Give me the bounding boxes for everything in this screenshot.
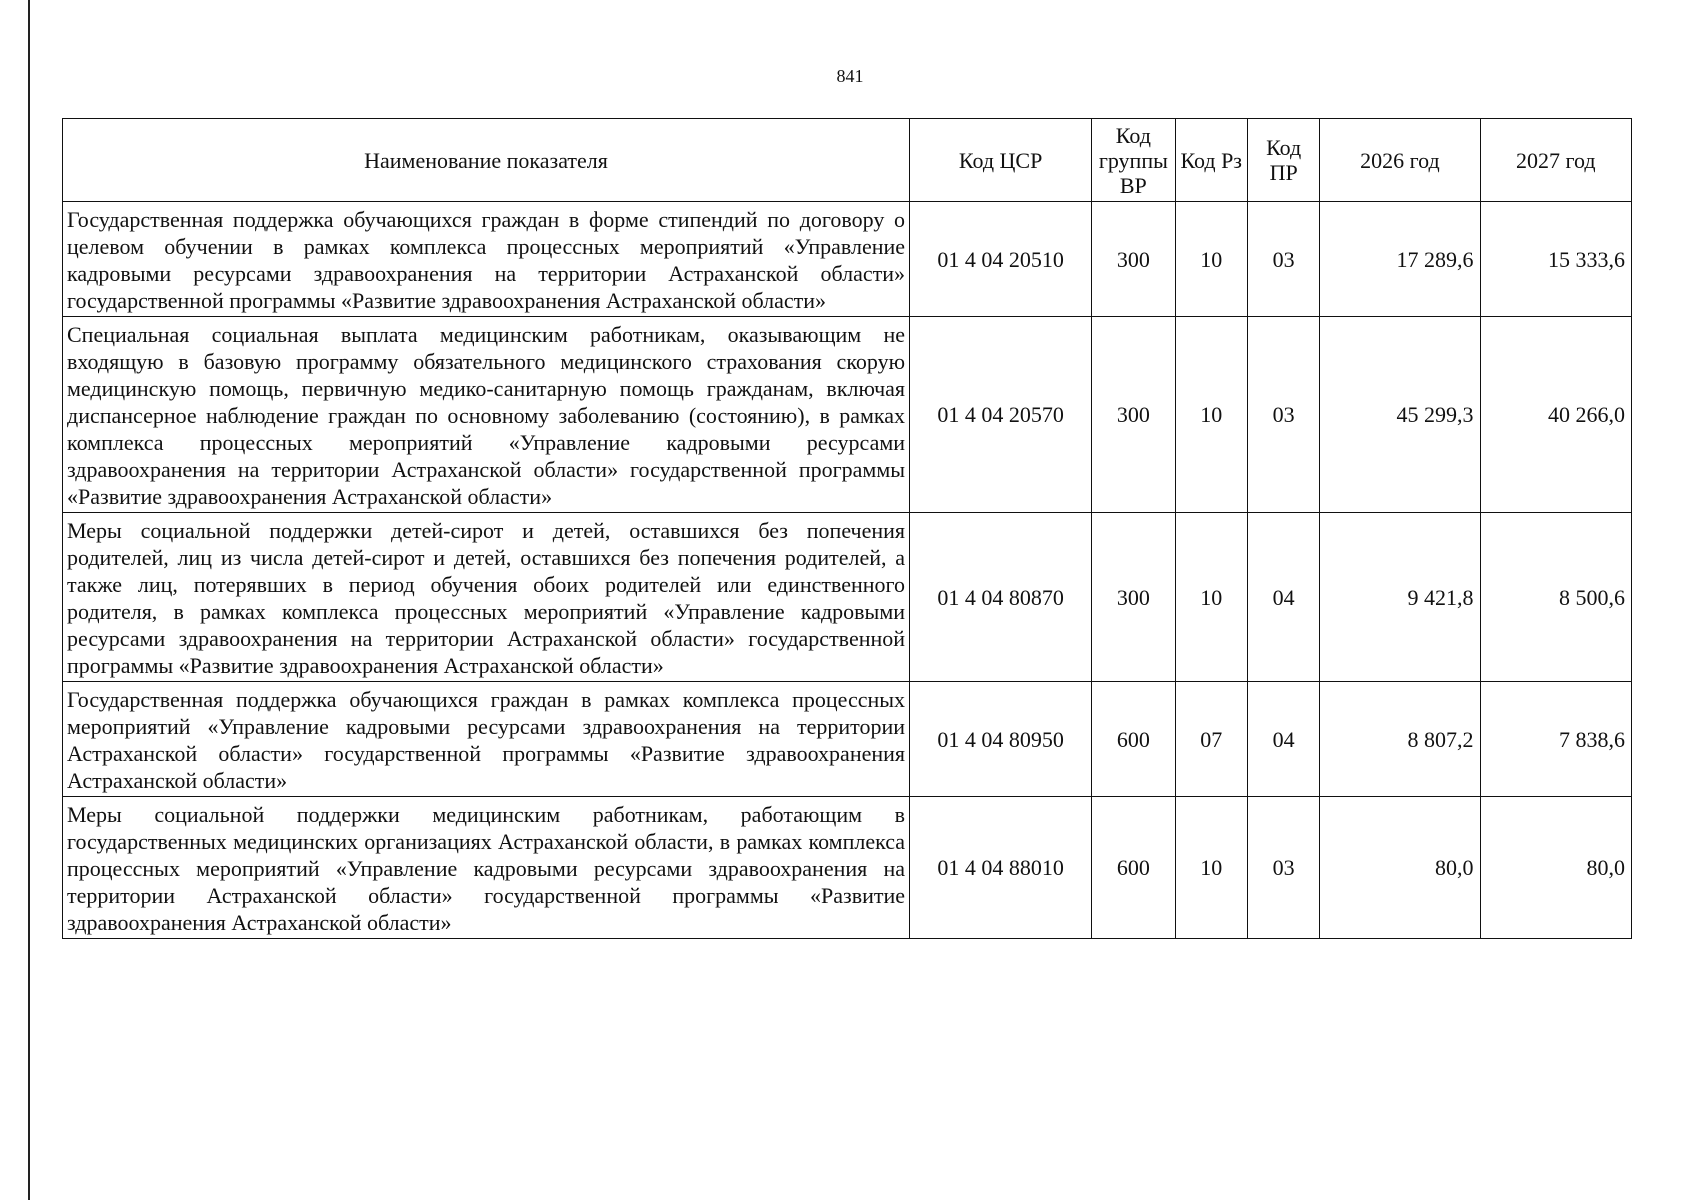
budget-table <box>62 118 1632 939</box>
row-rz-code: 07 <box>1175 682 1247 797</box>
row-vr-code: 300 <box>1092 202 1175 317</box>
row-csr-code: 01 4 04 20570 <box>910 317 1092 513</box>
row-amount-2026: 9 421,8 <box>1320 513 1480 682</box>
header-year-2027: 2027 год <box>1480 119 1631 202</box>
header-name: Наименование показателя <box>63 119 910 202</box>
row-csr-code: 01 4 04 20510 <box>910 202 1092 317</box>
row-rz-code: 10 <box>1175 317 1247 513</box>
row-rz-code: 10 <box>1175 797 1247 939</box>
row-csr-code: 01 4 04 80950 <box>910 682 1092 797</box>
row-pr-code: 03 <box>1247 202 1319 317</box>
row-pr-code: 04 <box>1247 682 1319 797</box>
row-name: Государственная поддержка обучающихся граждан в форме стипендий по договору о целевом обучении в рамках комплекса процессных мероприятий «Управление кадровыми ресурсами здравоохранения на территории Астраханской области» государственной программы «Развитие здравоохранения Астраханской области» <box>63 202 910 317</box>
row-amount-2026: 17 289,6 <box>1320 202 1480 317</box>
row-name: Меры социальной поддержки детей-сирот и детей, оставшихся без попечения родителей, лиц из числа детей-сирот и детей, оставшихся без попечения родителей, а также лиц, потерявших в период обучения обоих родителей или единственного родителя, в рамках комплекса процессных мероприятий «Управление кадровыми ресурсами здравоохранения на территории Астраханской области» государственной программы «Развитие здравоохранения Астраханской области» <box>63 513 910 682</box>
page-number: 841 <box>836 66 864 86</box>
budget-table-container <box>62 118 1632 939</box>
binding-margin-line <box>28 0 30 1200</box>
row-rz-code: 10 <box>1175 513 1247 682</box>
row-amount-2027: 7 838,6 <box>1480 682 1631 797</box>
header-csr-code: Код ЦСР <box>910 119 1092 202</box>
row-amount-2027: 40 266,0 <box>1480 317 1631 513</box>
row-vr-code: 300 <box>1092 317 1175 513</box>
row-amount-2027: 80,0 <box>1480 797 1631 939</box>
table-row <box>63 682 1632 797</box>
row-pr-code: 03 <box>1247 797 1319 939</box>
header-rz-code: Код Рз <box>1175 119 1247 202</box>
row-rz-code: 10 <box>1175 202 1247 317</box>
header-vr-code: Код группы ВР <box>1092 119 1175 202</box>
row-amount-2026: 80,0 <box>1320 797 1480 939</box>
row-amount-2027: 8 500,6 <box>1480 513 1631 682</box>
row-csr-code: 01 4 04 88010 <box>910 797 1092 939</box>
row-name: Государственная поддержка обучающихся граждан в рамках комплекса процессных мероприятий «Управление кадровыми ресурсами здравоохранения на территории Астраханской области» государственной программы «Развитие здравоохранения Астраханской области» <box>63 682 910 797</box>
row-pr-code: 04 <box>1247 513 1319 682</box>
table-row <box>63 797 1632 939</box>
row-vr-code: 300 <box>1092 513 1175 682</box>
row-vr-code: 600 <box>1092 682 1175 797</box>
row-amount-2026: 45 299,3 <box>1320 317 1480 513</box>
row-vr-code: 600 <box>1092 797 1175 939</box>
row-amount-2027: 15 333,6 <box>1480 202 1631 317</box>
table-header <box>63 119 1632 202</box>
table-row <box>63 317 1632 513</box>
table-row <box>63 513 1632 682</box>
table-row <box>63 202 1632 317</box>
row-name: Меры социальной поддержки медицинским работникам, работающим в государственных медицинских организациях Астраханской области, в рамках комплекса процессных мероприятий «Управление кадровыми ресурсами здравоохранения на территории Астраханской области» государственной программы «Развитие здравоохранения Астраханской области» <box>63 797 910 939</box>
row-name: Специальная социальная выплата медицинским работникам, оказывающим не входящую в базовую программу обязательного медицинского страхования скорую медицинскую помощь, первичную медико-санитарную помощь гражданам, включая диспансерное наблюдение граждан по основному заболеванию (состоянию), в рамках комплекса процессных мероприятий «Управление кадровыми ресурсами здравоохранения на территории Астраханской области» государственной программы «Развитие здравоохранения Астраханской области» <box>63 317 910 513</box>
table-body <box>63 202 1632 939</box>
header-row <box>63 119 1632 202</box>
row-csr-code: 01 4 04 80870 <box>910 513 1092 682</box>
row-amount-2026: 8 807,2 <box>1320 682 1480 797</box>
header-pr-code: Код ПР <box>1247 119 1319 202</box>
row-pr-code: 03 <box>1247 317 1319 513</box>
header-year-2026: 2026 год <box>1320 119 1480 202</box>
